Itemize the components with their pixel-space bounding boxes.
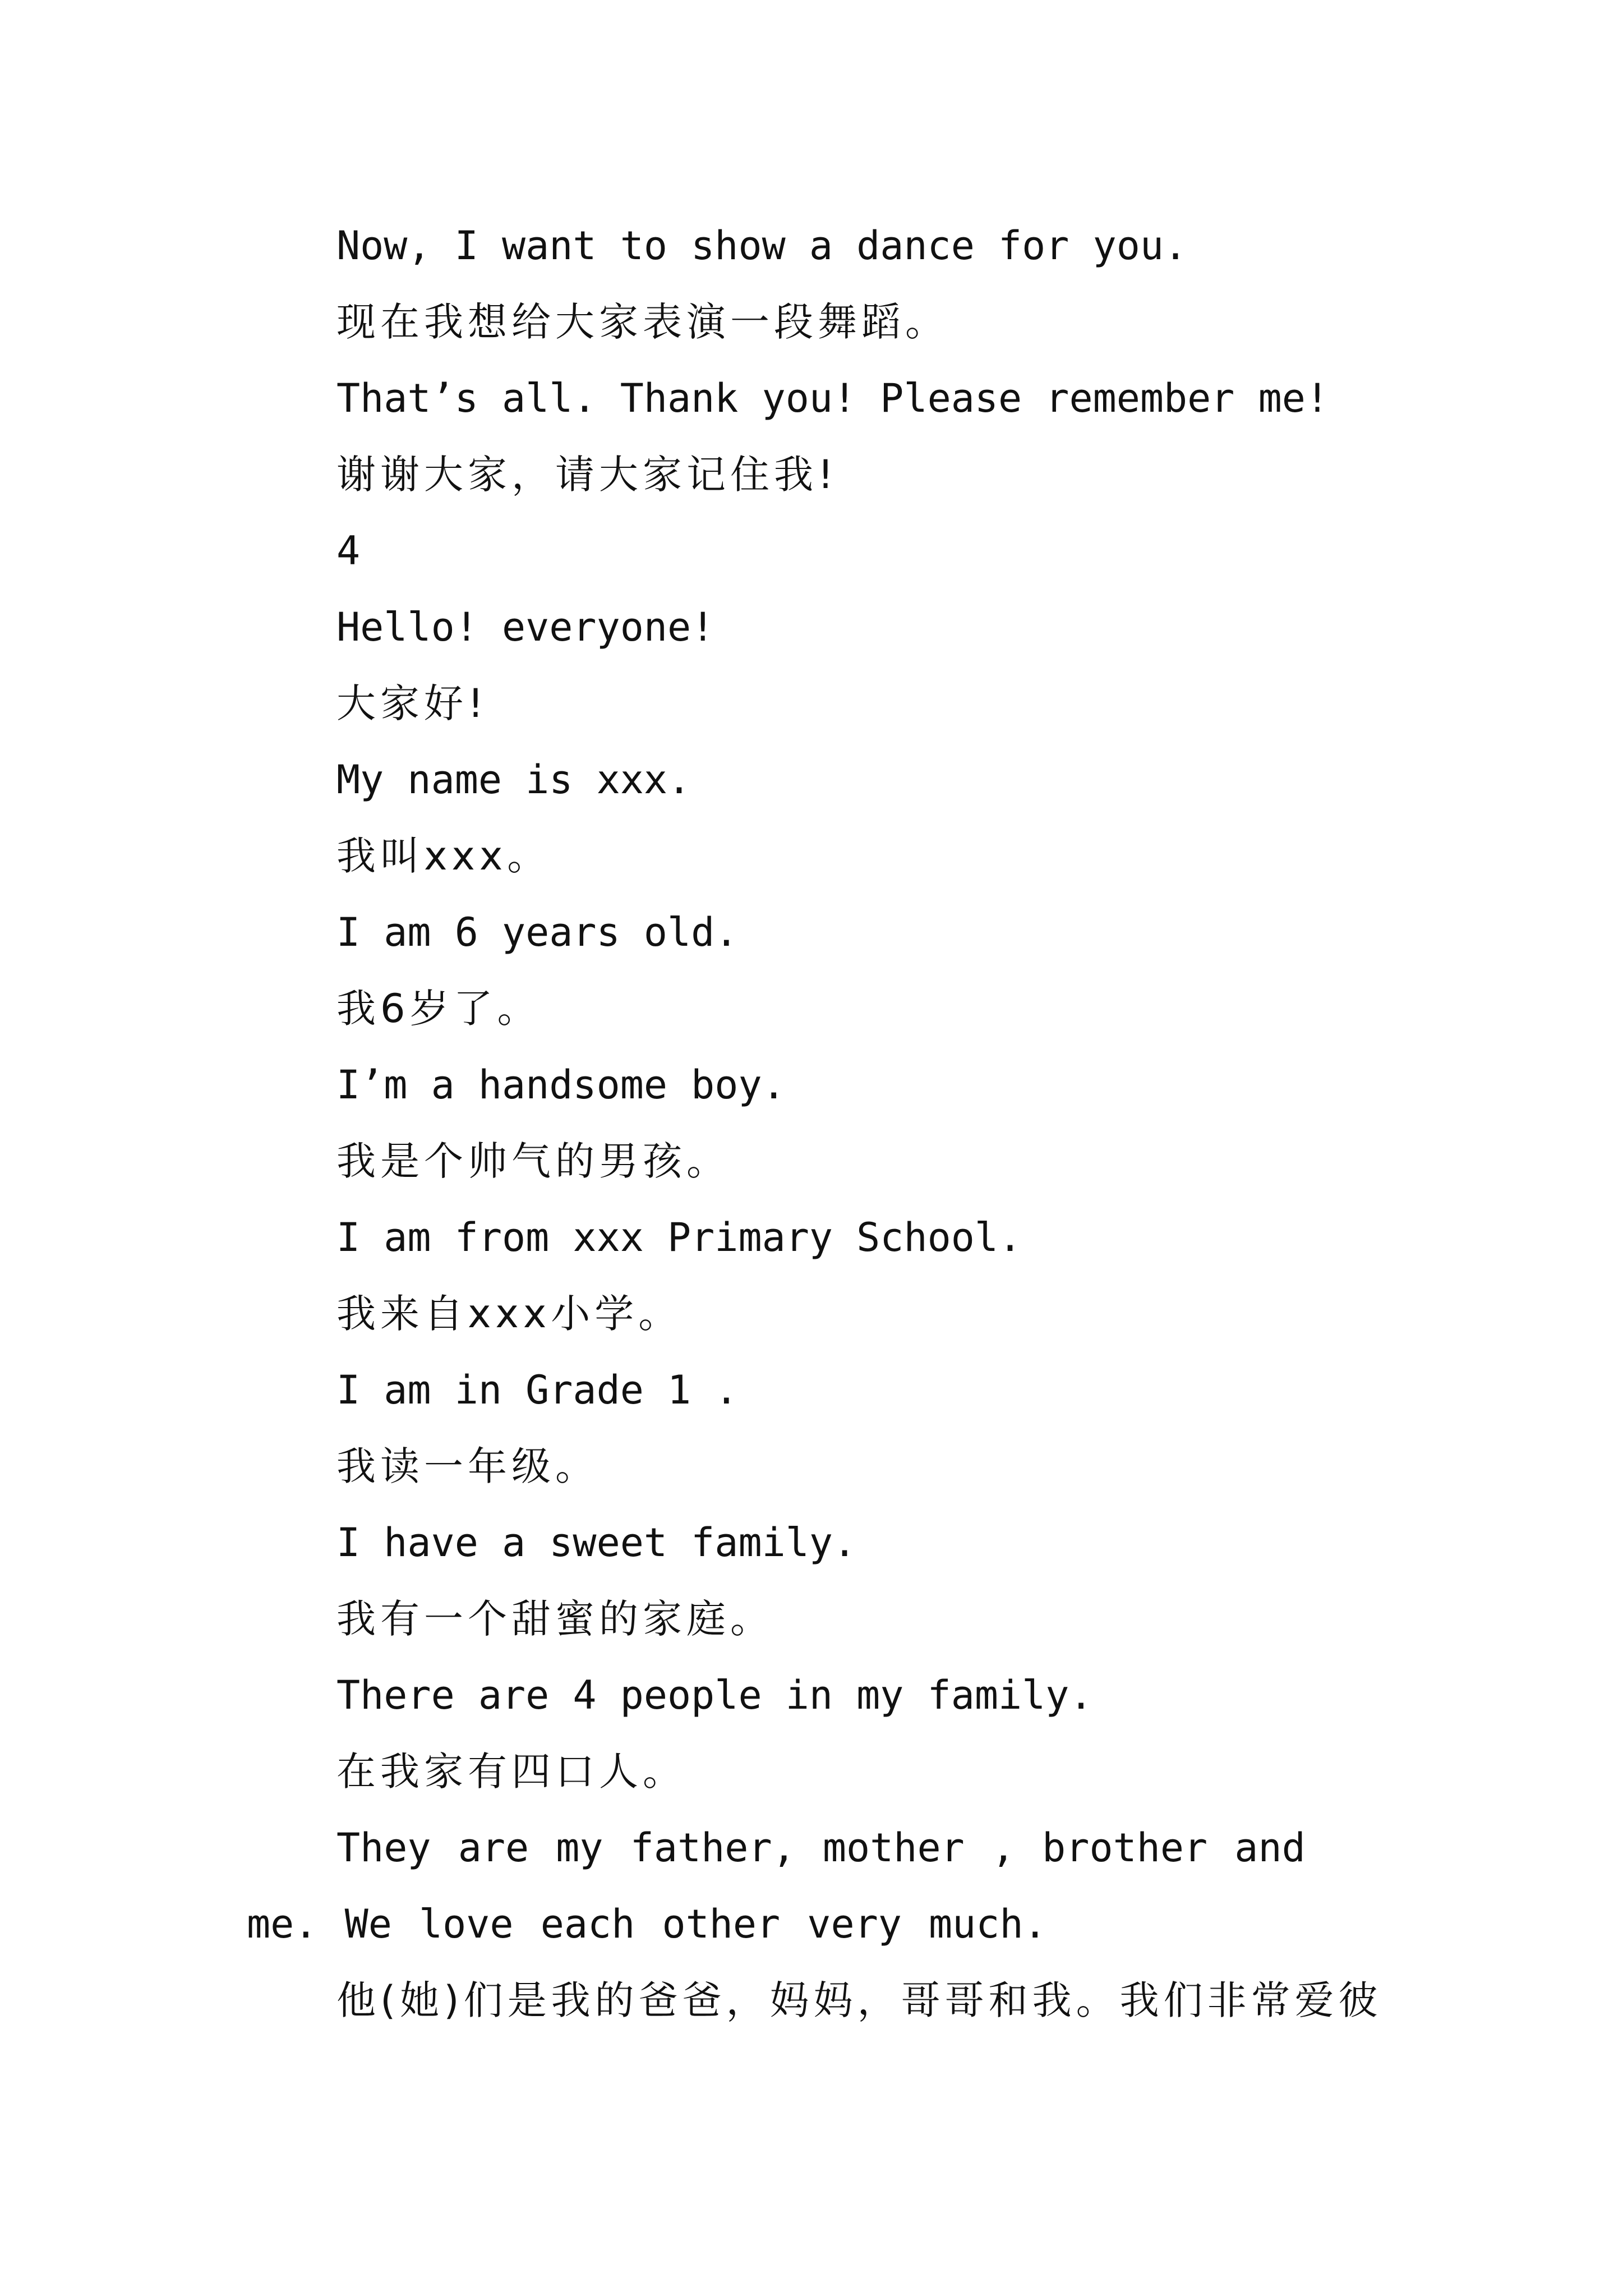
text-line: 谢谢大家，请大家记住我! bbox=[336, 452, 838, 498]
text-line: There are 4 people in my family. bbox=[336, 1672, 1093, 1718]
document-body bbox=[247, 208, 1394, 2039]
text-paragraph: They are my father, mother , brother and me. We love each other very much. bbox=[247, 1825, 1306, 1947]
text-line: 我叫xxx。 bbox=[336, 833, 551, 879]
text-line: 现在我想给大家表演一段舞蹈。 bbox=[336, 299, 949, 345]
text-line: I have a sweet family. bbox=[336, 1520, 857, 1566]
text-line: 我来自xxx小学。 bbox=[336, 1291, 683, 1337]
section-number: 4 bbox=[336, 528, 361, 574]
text-line: Now, I want to show a dance for you. bbox=[336, 223, 1188, 269]
text-line: I am 6 years old. bbox=[336, 909, 739, 955]
text-line: My name is xxx. bbox=[336, 757, 691, 803]
text-line: 我有一个甜蜜的家庭。 bbox=[336, 1596, 774, 1642]
text-line: 他(她)们是我的爸爸，妈妈，哥哥和我。我们非常爱彼 bbox=[336, 1977, 1382, 2023]
text-line: I’m a handsome boy. bbox=[336, 1062, 786, 1108]
text-line: 在我家有四口人。 bbox=[336, 1749, 686, 1795]
text-line: I am from xxx Primary School. bbox=[336, 1214, 1022, 1260]
text-line: Hello! everyone! bbox=[336, 604, 715, 650]
text-line: 我6岁了。 bbox=[336, 986, 541, 1032]
text-line: 大家好! bbox=[336, 680, 488, 726]
text-line: I am in Grade 1 . bbox=[336, 1367, 739, 1413]
text-line: That’s all. Thank you! Please remember me! bbox=[336, 375, 1330, 421]
text-line: 我读一年级。 bbox=[336, 1443, 599, 1489]
text-line: 我是个帅气的男孩。 bbox=[336, 1138, 730, 1184]
